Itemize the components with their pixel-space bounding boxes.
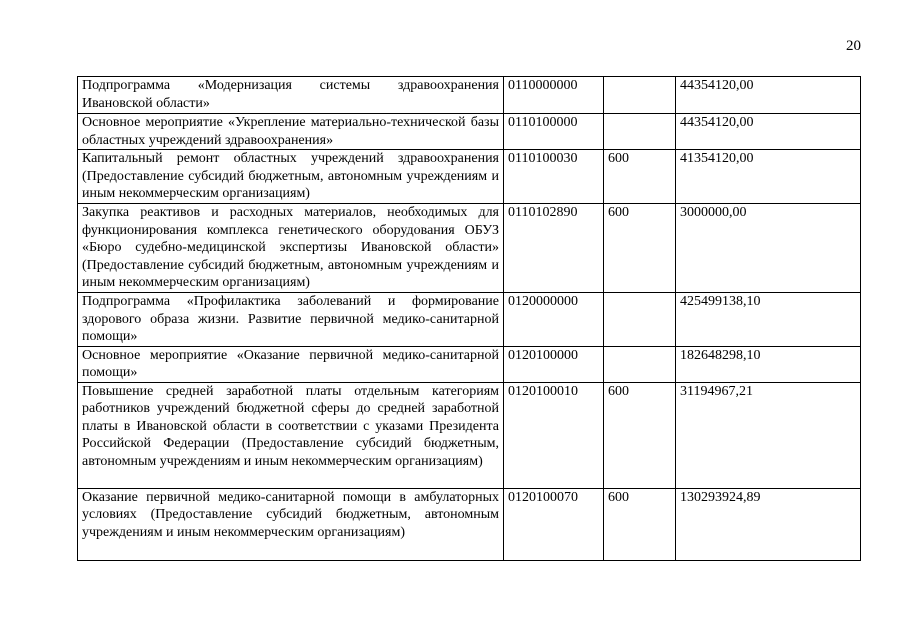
row-code: 0120000000 — [504, 293, 604, 347]
row-code: 0120100070 — [504, 488, 604, 560]
table-row — [78, 382, 861, 488]
row-amount: 3000000,00 — [676, 204, 861, 293]
row-name: Закупка реактивов и расходных материалов, необходимых для функционирования комплекса генетического оборудования ОБУЗ «Бюро судебно-медицинской экспертизы Ивановской области» (Предоставление субсидий бюджетным, автономным учреждениям и иным некоммерческим организациям) — [78, 204, 504, 293]
row-name: Подпрограмма «Профилактика заболеваний и формирование здорового образа жизни. Развитие первичной медико-санитарной помощи» — [78, 293, 504, 347]
budget-table — [77, 76, 861, 561]
row-expense-type — [604, 77, 676, 114]
row-name: Подпрограмма «Модернизация системы здравоохранения Ивановской области» — [78, 77, 504, 114]
row-code: 0110100030 — [504, 150, 604, 204]
page-number: 20 — [846, 38, 861, 54]
row-name: Повышение средней заработной платы отдельным категориям работников учреждений бюджетной сферы до средней заработной платы в Ивановской области в соответствии с указами Президента Российской Федерации (Предоставление субсидий бюджетным, автономным учреждениям и иным некоммерческим организациям) — [78, 382, 504, 488]
table-row — [78, 293, 861, 347]
table-row — [78, 114, 861, 150]
row-expense-type — [604, 293, 676, 347]
row-amount: 44354120,00 — [676, 114, 861, 150]
row-code: 0120100000 — [504, 346, 604, 382]
row-expense-type: 600 — [604, 382, 676, 488]
table-row — [78, 150, 861, 204]
row-name: Оказание первичной медико-санитарной помощи в амбулаторных условиях (Предоставление субсидий бюджетным, автономным учреждениям и иным некоммерческим организациям) — [78, 488, 504, 560]
row-expense-type: 600 — [604, 204, 676, 293]
row-code: 0110100000 — [504, 114, 604, 150]
row-amount: 425499138,10 — [676, 293, 861, 347]
row-amount: 44354120,00 — [676, 77, 861, 114]
table-row — [78, 346, 861, 382]
row-code: 0110102890 — [504, 204, 604, 293]
row-amount: 41354120,00 — [676, 150, 861, 204]
row-name: Основное мероприятие «Оказание первичной медико-санитарной помощи» — [78, 346, 504, 382]
row-code: 0110000000 — [504, 77, 604, 114]
table-row — [78, 77, 861, 114]
table-row — [78, 204, 861, 293]
row-amount: 182648298,10 — [676, 346, 861, 382]
row-expense-type: 600 — [604, 150, 676, 204]
row-expense-type — [604, 114, 676, 150]
row-expense-type: 600 — [604, 488, 676, 560]
row-amount: 31194967,21 — [676, 382, 861, 488]
row-name: Основное мероприятие «Укрепление материально-технической базы областных учреждений здравоохранения» — [78, 114, 504, 150]
row-amount: 130293924,89 — [676, 488, 861, 560]
row-expense-type — [604, 346, 676, 382]
table-row — [78, 488, 861, 560]
row-code: 0120100010 — [504, 382, 604, 488]
row-name: Капитальный ремонт областных учреждений здравоохранения (Предоставление субсидий бюджетным, автономным учреждениям и иным некоммерческим организациям) — [78, 150, 504, 204]
